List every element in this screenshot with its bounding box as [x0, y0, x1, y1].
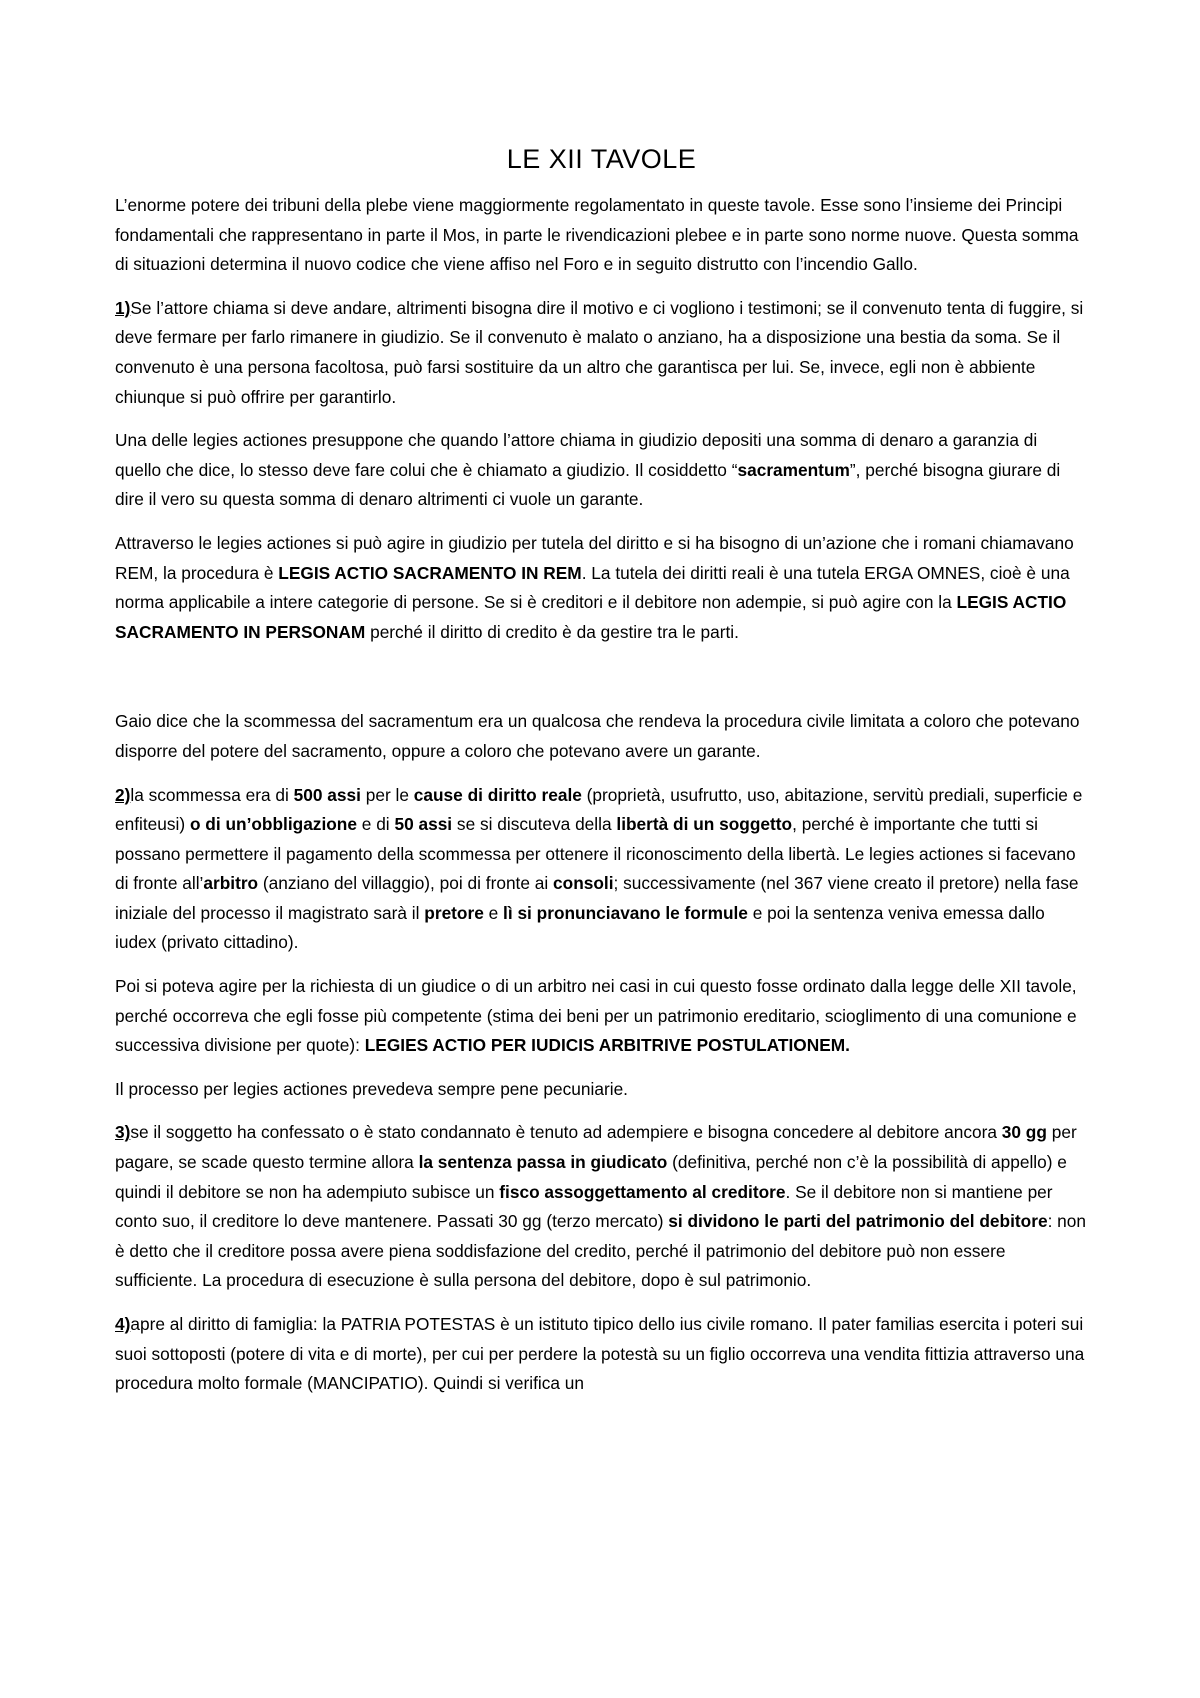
text-run: la scommessa era di — [130, 784, 294, 805]
bold-text: 500 assi — [293, 784, 361, 805]
bold-text: pretore — [424, 902, 484, 923]
bold-text: cause di diritto reale — [413, 784, 582, 805]
text-run: . Se il debitore non si mantiene per conto suo, il creditore lo deve mantenere. Passati 30 gg (terzo mercato) — [115, 1181, 1053, 1232]
paragraph — [115, 707, 1088, 766]
text-run: e poi la sentenza veniva emessa dallo iudex (privato cittadino). — [115, 902, 1045, 953]
section-number: 4) — [115, 1314, 131, 1334]
text-run: L’enorme potere dei tribuni della plebe viene maggiormente regolamentato in queste tavole. Esse sono l’insieme dei Principi fondamentali che rappresentano in parte il Mos, in parte le rivendicazioni plebee e in parte sono norme nuove. Questa somma di situazioni determina il nuovo codice che viene affiso nel Foro e in seguito distrutto con l’incendio Gallo. — [115, 195, 1079, 275]
bold-text: fisco assoggettamento al creditore — [499, 1181, 786, 1202]
text-run: per le — [360, 784, 414, 805]
bold-text: 50 assi — [394, 814, 453, 835]
text-run: e di — [356, 814, 395, 835]
paragraph — [115, 529, 1088, 647]
bold-text: LEGIS ACTIO SACRAMENTO IN REM — [278, 562, 582, 583]
text-run: per pagare, se scade questo termine allora — [115, 1122, 1077, 1173]
text-run: e — [483, 902, 504, 923]
bold-text: la sentenza passa in giudicato — [418, 1152, 668, 1173]
section-number: 2) — [115, 784, 131, 805]
text-run: perché il diritto di credito è da gestire tra le parti. — [365, 621, 739, 642]
bold-text: o di un’obbligazione — [189, 814, 357, 835]
text-run: Il processo per legies actiones prevedeva sempre pene pecuniarie. — [115, 1078, 628, 1099]
bold-text: arbitro — [203, 873, 259, 894]
section-number: 1) — [115, 297, 131, 318]
paragraph — [115, 1118, 1088, 1296]
bold-text: consoli — [553, 873, 614, 894]
text-run: Se l’attore chiama si deve andare, altrimenti bisogna dire il motivo e ci vogliono i testimoni; se il convenuto tenta di fuggire, si deve fermare per farlo rimanere in giudizio. Se il convenuto è malato o anziano, ha a disposizione una bestia da soma. Se il convenuto è una persona facoltosa, può farsi sostituire da un altro che garantisca per lui. Se, invece, egli non è abbiente chiunque si può offrire per garantirlo. — [115, 297, 1084, 407]
text-run: (proprietà, usufrutto, uso, abitazione, servitù prediali, superficie e enfiteusi) — [115, 784, 1083, 835]
bold-text: LEGIES ACTIO PER IUDICIS ARBITRIVE POSTULATIONEM. — [364, 1035, 850, 1056]
paragraph — [115, 294, 1088, 412]
paragraph — [115, 781, 1088, 959]
paragraph — [115, 972, 1088, 1061]
paragraph — [115, 1075, 1088, 1105]
text-run: ; successivamente (nel 367 viene creato il pretore) nella fase iniziale del processo il magistrato sarà il — [115, 873, 1079, 923]
text-run: Una delle legies actiones presuppone che quando l’attore chiama in giudizio depositi una somma di denaro a garanzia di quello che dice, lo stesso deve fare colui che è chiamato a giudizio. Il cosiddetto “ — [115, 430, 1038, 480]
paragraph — [115, 191, 1088, 280]
bold-text: lì si pronunciavano le formule — [503, 902, 748, 923]
text-run: . La tutela dei diritti reali è una tutela ERGA OMNES, cioè è una norma applicabile a intere categorie di persone. Se si è creditori e il debitore non adempie, si può agire con la — [115, 562, 1070, 613]
text-run: se si discuteva della — [452, 814, 617, 835]
bold-text: sacramentum — [737, 459, 850, 480]
text-run: Gaio dice che la scommessa del sacramentum era un qualcosa che rendeva la procedura civile limitata a coloro che potevano disporre del potere del sacramento, oppure a coloro che potevano avere un garante. — [115, 711, 1080, 761]
text-run: se il soggetto ha confessato o è stato condannato è tenuto ad adempiere e bisogna concedere al debitore ancora — [130, 1122, 1002, 1143]
text-run: (anziano del villaggio), poi di fronte ai — [258, 873, 554, 894]
document-title: LE XII TAVOLE — [506, 144, 697, 174]
bold-text: si dividono le parti del patrimonio del debitore — [668, 1211, 1048, 1232]
text-run: apre al diritto di famiglia: la PATRIA POTESTAS è un istituto tipico dello ius civile romano. Il pater familias esercita i poteri sui suoi sottoposti (potere di vita e di morte), per cui per perdere la potestà su un figlio occorreva una vendita fittizia attraverso una procedura molto formale (MANCIPATIO). Quindi si verifica un — [115, 1314, 1085, 1394]
paragraph — [115, 426, 1088, 515]
document-body — [115, 191, 1088, 1399]
text-run: , perché è importante che tutti si possano permettere il pagamento della scommessa per ottenere il riconoscimento della libertà. Le legies actiones si facevano di fronte all’ — [115, 814, 1076, 894]
bold-text: 30 gg — [1001, 1122, 1047, 1143]
bold-text: LEGIS ACTIO SACRAMENTO IN PERSONAM — [115, 592, 1067, 642]
text-run: Attraverso le legies actiones si può agire in giudizio per tutela del diritto e si ha bisogno di un’azione che i romani chiamavano REM, la procedura è — [115, 532, 1074, 583]
text-run: ”, perché bisogna giurare di dire il vero su questa somma di denaro altrimenti ci vuole un garante. — [115, 459, 1061, 510]
text-run: Poi si poteva agire per la richiesta di un giudice o di un arbitro nei casi in cui questo fosse ordinato dalla legge delle XII tavole, perché occorreva che egli fosse più competente (stima dei beni per un patrimonio ereditario, scioglimento di una comunione e successiva divisione per quote): — [115, 976, 1077, 1056]
text-run: (definitiva, perché non c’è la possibilità di appello) e quindi il debitore se non ha adempiuto subisce un — [115, 1152, 1067, 1202]
text-run: : non è detto che il creditore possa avere piena soddisfazione del credito, perché il patrimonio del debitore può non essere sufficiente. La procedura di esecuzione è sulla persona del debitore, dopo è sul patrimonio. — [115, 1211, 1086, 1291]
paragraph — [115, 1310, 1088, 1399]
section-number: 3) — [115, 1122, 131, 1143]
bold-text: libertà di un soggetto — [616, 814, 793, 835]
